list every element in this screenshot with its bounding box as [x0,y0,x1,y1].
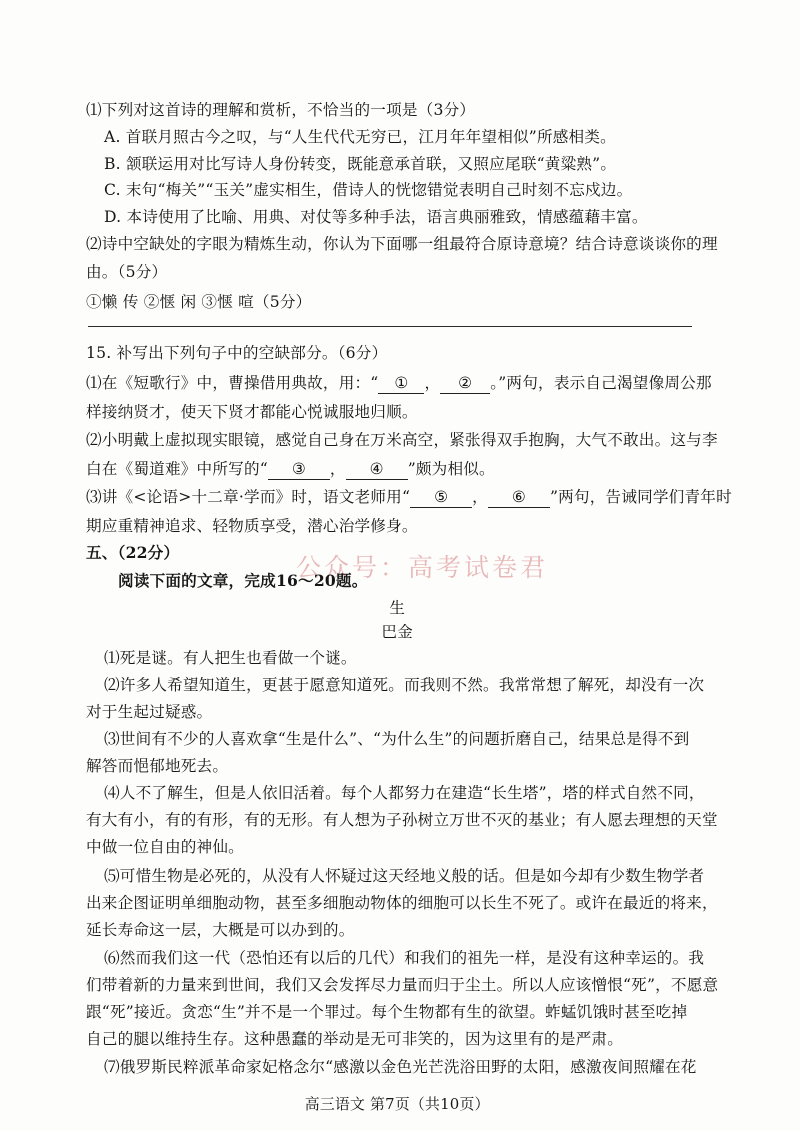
q15-sentence3-cont: 期应重精神追求、轻物质享受，潜心治学修身。 [86,517,418,535]
q15-text: ， [329,460,346,478]
q15-sentence3 [86,487,732,508]
blank-4: ④ [346,459,408,480]
article-author: 巴金 [381,623,413,641]
answer-line [88,326,692,327]
blank-5: ⑤ [410,487,472,508]
q14-option-c: C. 末句“梅关”“玉关”虚实相生，借诗人的恍惚错觉表明自己时刻不忘戍边。 [104,181,633,199]
paragraph-5-cont: 出来企图证明单细胞动物，甚至多细胞动物体的细胞可以长生不死了。或许在最近的将来， [86,894,718,912]
q15-text: ， [472,488,488,506]
paragraph-5: ⑸可惜生物是必死的，从没有人怀疑过这天经地义般的话。但是如今却有少数生物学者 [104,867,705,885]
article-title: 生 [389,599,406,617]
q15-sentence1 [86,373,712,394]
q15-title: 15. 补写出下列句子中的空缺部分。（6分） [86,344,388,362]
q14-choices: ①懒 传 ②惬 闲 ③惬 喧（5分） [86,293,312,311]
q15-text: 白在《蜀道难》中所写的“ [86,460,268,478]
blank-3: ③ [268,459,330,480]
q15-text: ⑴在《短歌行》中，曹操借用典故，用：“ [86,374,379,392]
blank-2: ② [440,373,490,394]
section-heading: 五、（22分） [86,543,180,562]
q15-sentence1-cont: 样接纳贤才，使天下贤才都能心悦诚服地归顺。 [86,403,418,421]
paragraph-6-cont: 跟“死”接近。贪恋“生”并不是一个罪过。每个生物都有生的欲望。蚱蜢饥饿时甚至吃掉 [86,1003,688,1021]
blank-6: ⑥ [488,487,550,508]
q15-sentence2: ⑵小明戴上虚拟现实眼镜，感觉自己身在万米高空，紧张得双手抱胸，大气不敢出。这与李 [86,431,718,449]
paragraph-6: ⑹然而我们这一代（恐怕还有以后的几代）和我们的祖先一样，是没有这种幸运的。我 [104,949,705,967]
paragraph-4-cont: 中做一位自由的神仙。 [86,838,244,856]
q14-sub2-line1: ⑵诗中空缺处的字眼为精炼生动，你认为下面哪一组最符合原诗意境？结合诗意谈谈你的理 [86,235,718,253]
paragraph-1: ⑴死是谜。有人把生也看做一个谜。 [104,649,357,667]
paragraph-7: ⑺俄罗斯民粹派革命家妃格念尔“感激以金色光芒洗浴田野的太阳，感激夜间照耀在花 [104,1058,697,1076]
paragraph-4-cont: 有大有小，有的有形，有的无形。有人想为子孙树立万世不灭的基业；有人愿去理想的天堂 [86,811,718,829]
q14-sub2-line2: 由。（5分） [86,263,168,281]
q14-option-b: B. 颔联运用对比写诗人身份转变，既能意承首联，又照应尾联“黄粱熟”。 [104,155,617,173]
section-instruction: 阅读下面的文章，完成16～20题。 [118,571,368,590]
q15-text: ”颇为相似。 [407,460,495,478]
paragraph-5-cont: 延长寿命这一层，大概是可以办到的。 [86,921,355,939]
q15-text: ⑶讲《<论语>十二章·学而》时，语文老师用“ [86,488,411,506]
q14-option-d: D. 本诗使用了比喻、用典、对仗等多种手法，语言典丽雅致，情感蕴藉丰富。 [104,208,648,226]
paragraph-3-cont: 解答而悒郁地死去。 [86,757,229,775]
q15-text: ”两句，告诫同学们青年时 [549,488,732,506]
q14-option-a: A. 首联月照古今之叹，与“人生代代无穷已，江月年年望相似”所感相类。 [104,128,616,146]
paragraph-3: ⑶世间有不少的人喜欢拿“生是什么”、“为什么生”的问题折磨自己，结果总是得不到 [104,730,690,748]
paragraph-2: ⑵许多人希望知道生，更甚于愿意知道死。而我则不然。我常常想了解死，却没有一次 [104,676,705,694]
paragraph-6-cont: 自己的腿以维持生存。这种愚蠢的举动是无可非笑的，因为这里有的是严肃。 [86,1030,623,1048]
q15-sentence2-cont [86,459,495,480]
watermark: 公众号：高考试卷君 [296,553,549,582]
q15-text: ， [424,374,441,392]
q15-text: 。”两句，表示自己渴望像周公那 [490,374,712,392]
paragraph-4: ⑷人不了解生，但是人依旧活着。每个人都努力在建造“长生塔”，塔的样式自然不同， [104,784,705,802]
page-footer: 高三语文 第7页（共10页） [304,1095,490,1113]
blank-1: ① [378,373,424,394]
paragraph-2-cont: 对于生起过疑惑。 [86,703,213,721]
q14-sub1: ⑴下列对这首诗的理解和赏析，不恰当的一项是（3分） [86,101,476,119]
paragraph-6-cont: 们带着新的力量来到世间，我们又会发挥尽力量而归于尘土。所以人应该憎恨“死”，不愿意 [86,976,719,994]
